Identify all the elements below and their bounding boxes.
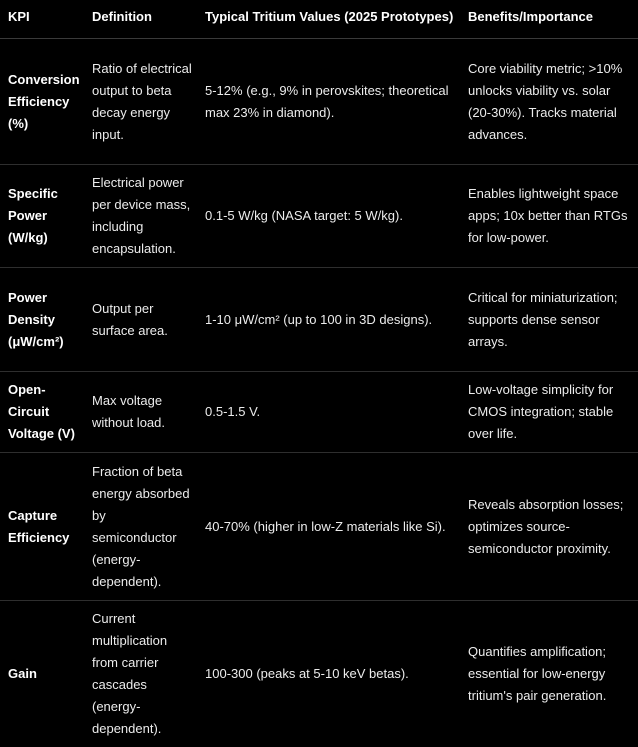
benefits-cell: Critical for miniaturization; supports dense sensor arrays. [460, 268, 638, 372]
table-row [0, 39, 638, 165]
header-typical-values: Typical Tritium Values (2025 Prototypes) [197, 0, 460, 39]
kpi-cell: Gain [8, 665, 37, 681]
values-cell: 5-12% (e.g., 9% in perovskites; theoretical max 23% in diamond). [197, 39, 460, 165]
header-row [0, 0, 638, 39]
benefits-cell: Enables lightweight space apps; 10x better than RTGs for low-power. [460, 165, 638, 268]
definition-cell: Electrical power per device mass, including encapsulation. [84, 165, 197, 268]
header-kpi: KPI [0, 0, 84, 39]
values-cell: 100-300 (peaks at 5-10 keV betas). [205, 665, 409, 681]
kpi-cell: Open-Circuit Voltage (V) [0, 372, 84, 453]
table-row [0, 165, 638, 268]
benefits-cell: Quantifies amplification; essential for low-energy tritium's pair generation. [468, 643, 607, 703]
values-cell: 0.5-1.5 V. [197, 372, 460, 453]
definition-cell: Ratio of electrical output to beta decay energy input. [84, 39, 197, 165]
benefits-cell: Core viability metric; >10% unlocks viability vs. solar (20-30%). Tracks material advances. [460, 39, 638, 165]
definition-cell: Output per surface area. [84, 268, 197, 372]
kpi-cell: Conversion Efficiency (%) [0, 39, 84, 165]
definition-cell: Current multiplication from carrier cascades (energy-dependent). [92, 610, 168, 736]
values-cell: 1-10 μW/cm² (up to 100 in 3D designs). [197, 268, 460, 372]
benefits-cell: Reveals absorption losses; optimizes source-semiconductor proximity. [460, 453, 638, 601]
header-definition: Definition [84, 0, 197, 39]
table-row [0, 268, 638, 372]
header-benefits: Benefits/Importance [460, 0, 638, 39]
definition-cell: Max voltage without load. [84, 372, 197, 453]
table-row [0, 372, 638, 453]
table-row [0, 453, 638, 601]
kpi-cell: Power Density (μW/cm²) [0, 268, 84, 372]
kpi-cell: Capture Efficiency [0, 453, 84, 601]
kpi-cell: Specific Power (W/kg) [0, 165, 84, 268]
definition-cell: Fraction of beta energy absorbed by semiconductor (energy-dependent). [84, 453, 197, 601]
benefits-cell: Low-voltage simplicity for CMOS integration; stable over life. [460, 372, 638, 453]
values-cell: 40-70% (higher in low-Z materials like Si). [197, 453, 460, 601]
table-row [0, 601, 638, 747]
values-cell: 0.1-5 W/kg (NASA target: 5 W/kg). [197, 165, 460, 268]
